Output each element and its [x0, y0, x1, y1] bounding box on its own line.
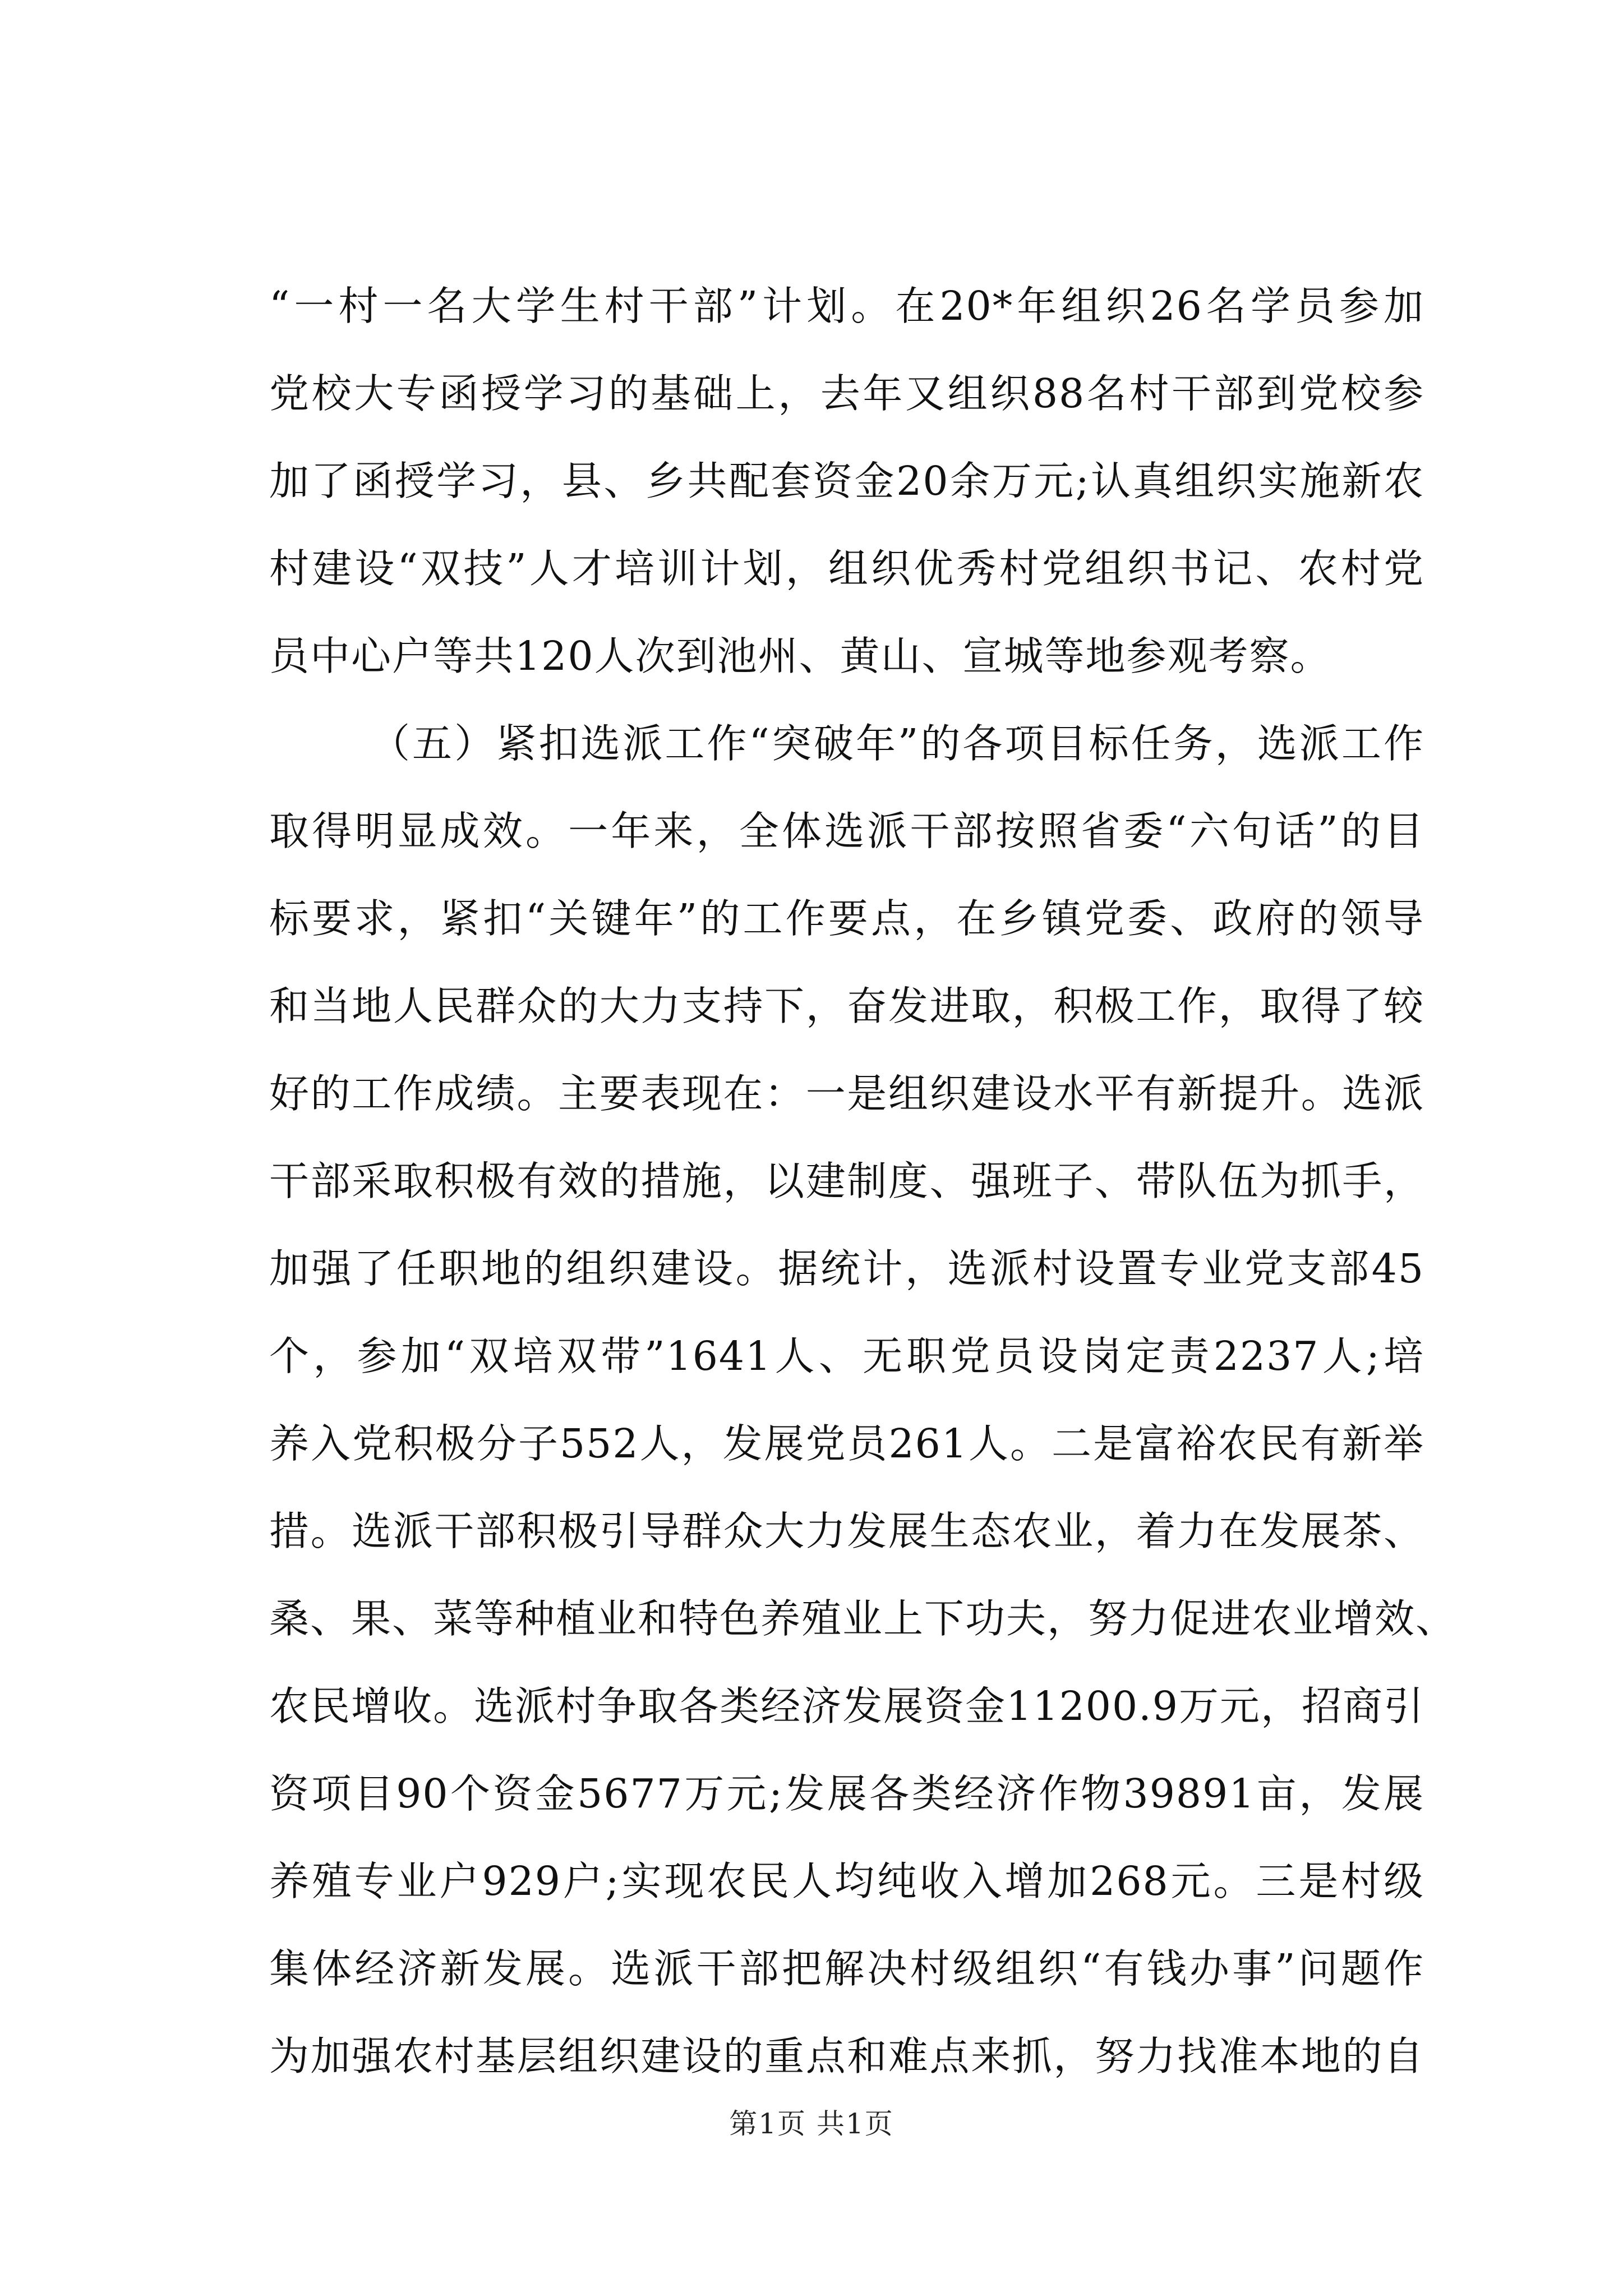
text-line: 养殖专业户929户;实现农民人均纯收入增加268元。三是村级: [269, 1858, 1424, 1904]
text-line: 党校大专函授学习的基础上，去年又组织88名村干部到党校参: [269, 370, 1424, 417]
paragraph-heading-line: （五）紧扣选派工作“突破年”的各项目标任务，选派工作: [370, 720, 1424, 767]
text-line: 资项目90个资金5677万元;发展各类经济作物39891亩，发展: [269, 1770, 1424, 1817]
text-line: 养入党积极分子552人，发展党员261人。二是富裕农民有新举: [269, 1420, 1424, 1467]
document-body: [269, 263, 1457, 2100]
text-line: 农民增收。选派村争取各类经济发展资金11200.9万元，招商引: [269, 1683, 1424, 1729]
text-line: 好的工作成绩。主要表现在：一是组织建设水平有新提升。选派: [269, 1070, 1424, 1117]
text-line: “一村一名大学生村干部”计划。在20*年组织26名学员参加: [269, 283, 1424, 329]
text-line: 和当地人民群众的大力支持下，奋发进取，积极工作，取得了较: [269, 983, 1424, 1029]
text-line: 加了函授学习，县、乡共配套资金20余万元;认真组织实施新农: [269, 458, 1424, 504]
text-line: 桑、果、菜等种植业和特色养殖业上下功夫，努力促进农业增效、: [269, 1595, 1457, 1642]
text-line: 集体经济新发展。选派干部把解决村级组织“有钱办事”问题作: [269, 1945, 1424, 1992]
text-line: 措。选派干部积极引导群众大力发展生态农业，着力在发展茶、: [269, 1508, 1424, 1554]
page-footer: 第1页 共1页: [729, 2108, 894, 2140]
text-line: 个，参加“双培双带”1641人、无职党员设岗定责2237人;培: [269, 1333, 1424, 1379]
text-line: 加强了任职地的组织建设。据统计，选派村设置专业党支部45: [269, 1245, 1424, 1292]
text-line: 干部采取积极有效的措施，以建制度、强班子、带队伍为抓手，: [269, 1158, 1424, 1204]
text-line: 员中心户等共120人次到池州、黄山、宣城等地参观考察。: [269, 633, 1331, 679]
text-line: 村建设“双技”人才培训计划，组织优秀村党组织书记、农村党: [269, 545, 1424, 592]
text-line: 标要求，紧扣“关键年”的工作要点，在乡镇党委、政府的领导: [269, 895, 1424, 942]
text-line: 为加强农村基层组织建设的重点和难点来抓，努力找准本地的自: [269, 2033, 1424, 2079]
text-line: 取得明显成效。一年来，全体选派干部按照省委“六句话”的目: [269, 808, 1424, 854]
